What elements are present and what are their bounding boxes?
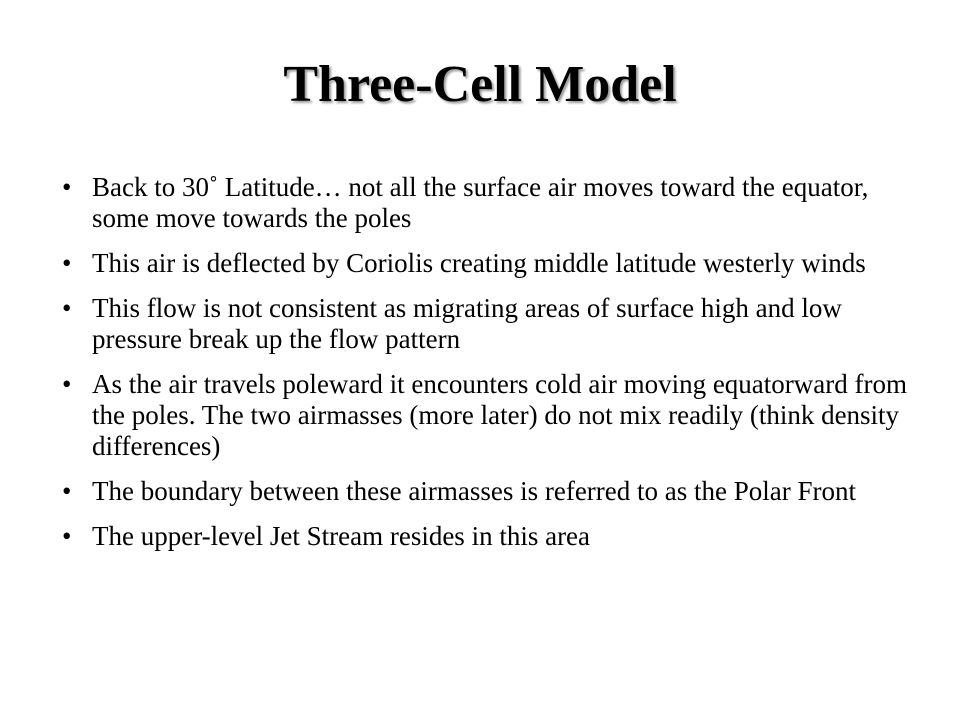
bullet-text: The boundary between these airmasses is referred to as the Polar Front — [92, 476, 857, 506]
bullet-text: Back to 30˚ Latitude… not all the surface air moves toward the equator, some move towards the poles — [92, 172, 869, 233]
bullet-icon: • — [62, 369, 72, 399]
bullet-item — [62, 293, 922, 355]
bullet-icon: • — [62, 293, 72, 323]
bullet-item — [62, 521, 922, 552]
bullet-icon: • — [62, 476, 72, 506]
bullet-icon: • — [62, 521, 72, 551]
bullet-item — [62, 476, 922, 507]
bullet-list — [62, 172, 922, 566]
bullet-item — [62, 172, 922, 234]
bullet-icon: • — [62, 248, 72, 278]
bullet-item — [62, 369, 922, 462]
bullet-text: As the air travels poleward it encounters cold air moving equatorward from the poles. The two airmasses (more later) do not mix readily (think density differences) — [92, 369, 907, 461]
bullet-text: This flow is not consistent as migrating areas of surface high and low pressure break up the flow pattern — [92, 293, 842, 354]
slide-title: Three-Cell Model — [283, 56, 677, 113]
bullet-text: The upper-level Jet Stream resides in this area — [92, 521, 591, 551]
bullet-icon: • — [62, 172, 72, 202]
bullet-item — [62, 248, 922, 279]
bullet-text: This air is deflected by Coriolis creating middle latitude westerly winds — [92, 248, 866, 278]
